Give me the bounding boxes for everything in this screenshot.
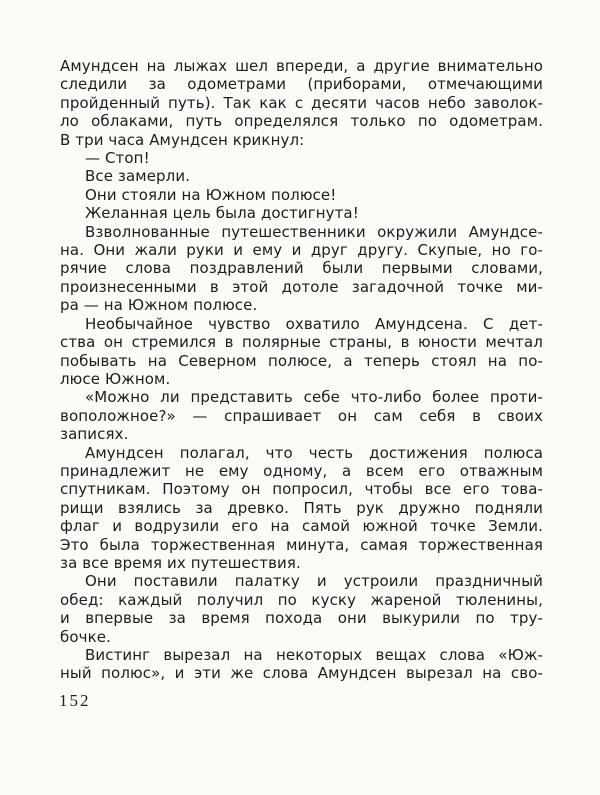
text-line: воположное?» — спрашивает он сам себя в своих xyxy=(60,406,543,425)
paragraph xyxy=(60,223,543,315)
text-line: Желанная цель была достигнута! xyxy=(85,204,359,223)
text-line: обед: каждый получил по куску жареной тюленины, xyxy=(60,590,543,609)
text-line: Они стояли на Южном полюсе! xyxy=(85,185,337,204)
paragraph xyxy=(60,315,543,389)
text-line: «Можно ли представить себе что-либо более проти- xyxy=(85,388,543,407)
text-line: спутникам. Поэтому он попросил, чтобы все его това- xyxy=(60,480,543,499)
text-line: принадлежит не ему одному, а всем его отважным xyxy=(60,461,543,480)
text-line: рячие слова поздравлений были первыми словами, xyxy=(60,259,543,278)
paragraph xyxy=(60,149,543,167)
paragraph xyxy=(60,57,543,149)
text-line: Амундсен на лыжах шел впереди, а другие внимательно xyxy=(60,57,543,75)
text-line: флаг и водрузили его на самой южной точке Земли. xyxy=(60,517,543,536)
text-line: В три часа Амундсен крикнул: xyxy=(60,130,305,149)
text-line: Все замерли. xyxy=(85,167,191,186)
text-line: люсе Южном. xyxy=(60,369,171,388)
paragraph xyxy=(60,186,543,204)
paragraph xyxy=(60,388,543,443)
text-line: Это была торжественная минута, самая торжественная xyxy=(60,535,543,554)
text-line: Вистинг вырезал на некоторых вещах слова «Юж- xyxy=(85,646,543,664)
text-block xyxy=(60,57,543,683)
paragraph xyxy=(60,204,543,222)
text-line: ства он стремился в полярные страны, в юности мечтал xyxy=(60,333,543,352)
paragraph xyxy=(60,646,543,683)
paragraph xyxy=(60,572,543,646)
text-line: на. Они жали руки и ему и друг другу. Скупые, но го- xyxy=(60,241,543,260)
text-line: и впервые за время похода они выкурили по тру- xyxy=(60,609,543,628)
text-line: Они поставили палатку и устроили праздничный xyxy=(85,572,543,591)
text-line: записях. xyxy=(60,425,129,444)
text-line: ло облаками, путь определялся только по одометрам. xyxy=(60,112,543,131)
text-line: Необычайное чувство охватило Амундсена. С дет- xyxy=(85,314,543,333)
text-line: рищи взялись за древко. Пять рук дружно подняли xyxy=(60,498,543,517)
text-line: Амундсен полагал, что честь достижения полюса xyxy=(85,443,543,462)
paragraph xyxy=(60,167,543,185)
text-line: побывать на Северном полюсе, а теперь стоял на по- xyxy=(60,351,543,370)
text-line: Взволнованные путешественники окружили Амундсе- xyxy=(85,222,543,241)
text-line: следили за одометрами (приборами, отмечающими xyxy=(60,75,543,94)
text-line: ра — на Южном полюсе. xyxy=(60,296,258,315)
text-line: за все время их путешествия. xyxy=(60,553,301,572)
text-line: произнесенными в этой дотоле загадочной точке ми- xyxy=(60,277,543,296)
text-line: — Стоп! xyxy=(85,149,150,168)
text-line: пройденный путь). Так как с десяти часов небо заволок- xyxy=(60,93,543,112)
page-number: 152 xyxy=(59,691,91,710)
paragraph xyxy=(60,444,543,573)
text-line: ный полюс», и эти же слова Амундсен вырезал на сво- xyxy=(60,664,543,683)
text-line: бочке. xyxy=(60,627,111,646)
